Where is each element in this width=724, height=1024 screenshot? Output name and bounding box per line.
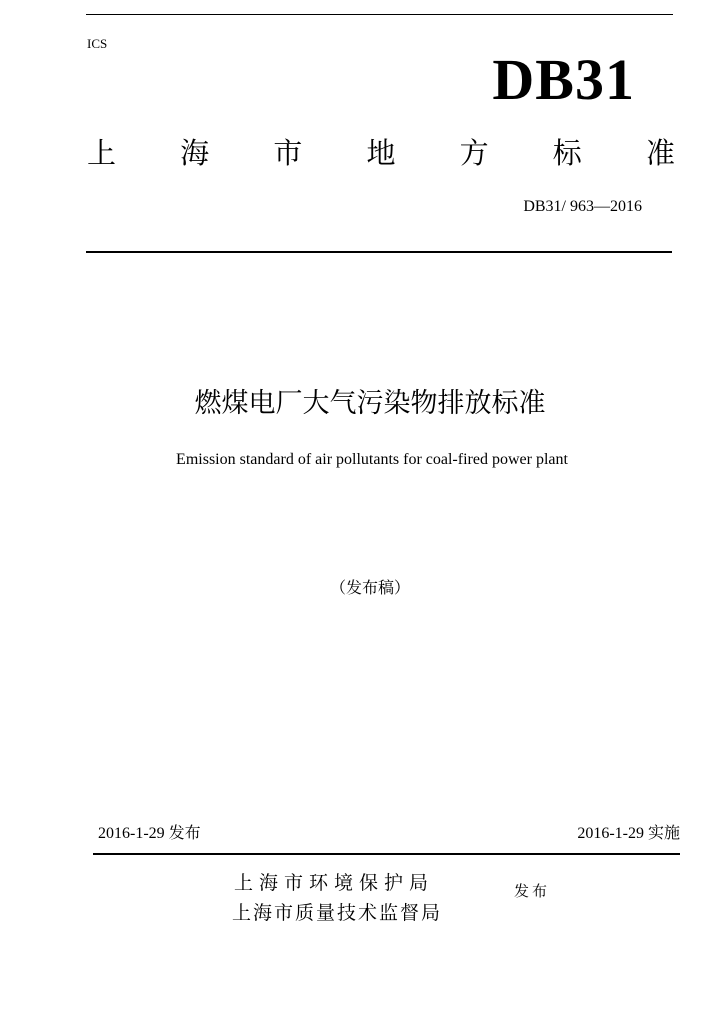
issuer-quality-bureau: 上海市质量技术监督局 [232, 902, 443, 924]
standard-number: DB31/ 963—2016 [523, 198, 642, 215]
standard-type-char: 准 [645, 136, 675, 170]
standard-type-char: 标 [552, 136, 582, 170]
standard-type-char: 地 [366, 136, 396, 170]
footer-divider [93, 853, 680, 855]
standard-code-logo: DB31 [492, 47, 635, 112]
implementation-date: 2016-1-29 实施 [577, 825, 680, 842]
standard-type-heading [87, 133, 675, 173]
standard-type-char: 海 [180, 136, 210, 170]
publish-label: 发布 [514, 882, 551, 900]
standard-type-char: 方 [459, 136, 489, 170]
standard-type-char: 上 [87, 136, 117, 170]
issue-date: 2016-1-29 发布 [98, 825, 201, 842]
title-english: Emission standard of air pollutants for coal-fired power plant [176, 451, 568, 468]
standard-type-char: 市 [273, 136, 303, 170]
draft-note: （发布稿） [329, 578, 410, 597]
header-divider [86, 251, 672, 253]
top-rule [86, 14, 673, 15]
issuer-environmental-bureau: 上海市环境保护局 [234, 872, 435, 894]
title-chinese: 燃煤电厂大气污染物排放标准 [194, 388, 546, 419]
ics-label: ICS [87, 36, 108, 51]
